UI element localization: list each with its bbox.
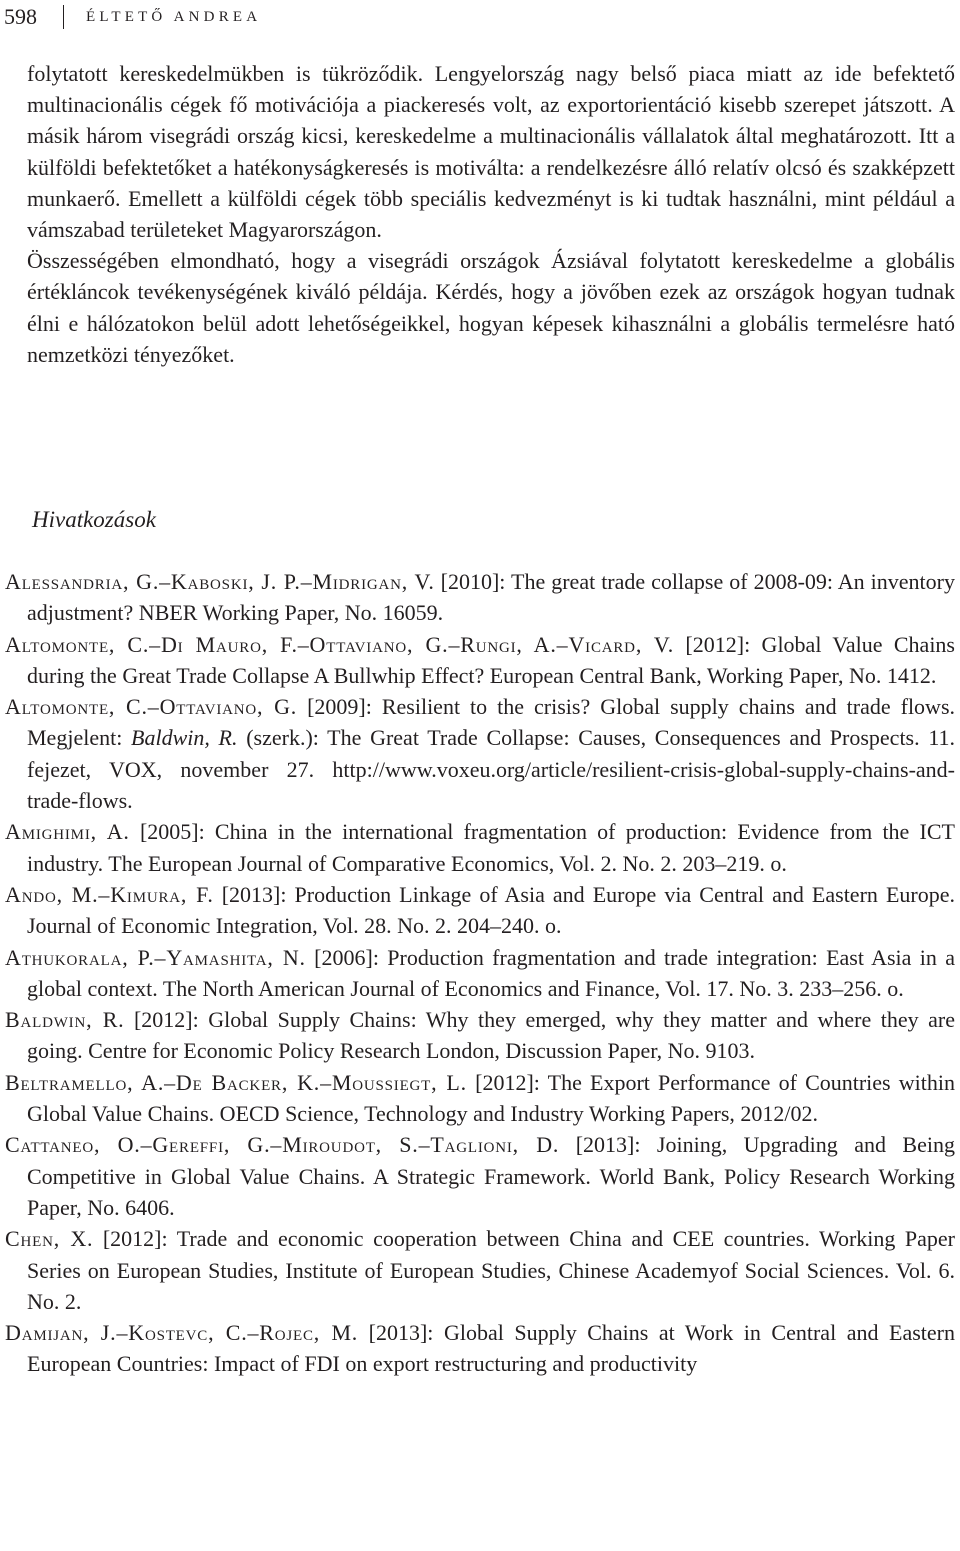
reference-text: [2012]: Trade and economic cooperation between China and CEE countries. Working Paper Series on European Studies, Institute of European Studies, Chinese Academyof Social Sciences. Vol. 6. No. 2. (27, 1226, 955, 1314)
reference-text: [2012]: Global Value Chains during the Great Trade Collapse A Bullwhip Effect? European Central Bank, Working Paper, No. 1412. (27, 631, 955, 688)
reference-item (5, 566, 955, 629)
reference-authors: Cattaneo, O.–Gereffi, G.–Miroudot, S.–Taglioni, D. (5, 1132, 560, 1158)
reference-text: [2013]: Global Supply Chains at Work in Central and Eastern European Countries: Impact of FDI on export restructuring and productivity (27, 1320, 955, 1377)
body-paragraph: folytatott kereskedelmükben is tükröződik. Lengyelország nagy belső piaca miatt az ide befektető multinacionális cégek fő motivációja a piackeresés volt, az exportorientáció kisebb szerepet játszott. A másik három visegrádi ország kicsi, kereskedelme a multinacionális vállalatok által meghatározott. Itt a külföldi befektetőket a hatékonyságkeresés is motiválta: a rendelkezésre álló relatív olcsó és szakképzett munkaerő. Emellett a külföldi cégek több speciális kedvezményt is ki tudtak használni, mint például a vámszabad területeket Magyarországon. (27, 61, 955, 243)
reference-authors: Damijan, J.–Kostevc, C.–Rojec, M. (5, 1320, 359, 1346)
reference-text: [2010]: The great trade collapse of 2008-09: An inventory adjustment? NBER Working Paper, No. 16059. (27, 569, 955, 626)
reference-item (5, 691, 955, 816)
reference-authors: Athukorala, P.–Yamashita, N. (5, 944, 306, 970)
reference-text: [2009]: Resilient to the crisis? Global supply chains and trade flows. Megjelent: (27, 694, 956, 751)
reference-item (5, 629, 955, 692)
running-head-author: ÉLTETŐ ANDREA (86, 9, 262, 25)
reference-authors: Ando, M.–Kimura, F. (5, 881, 214, 907)
reference-text-continued: (szerk.): The Great Trade Collapse: Causes, Consequences and Prospects. 11. fejezet, VOX, november 27. http://www.voxeu.org/article/resilient-crisis-global-supply-chains-and-trade-flows. (27, 725, 956, 814)
body-text (27, 58, 955, 370)
reference-item (5, 879, 955, 942)
reference-text: [2005]: China in the international fragmentation of production: Evidence from the ICT industry. The European Journal of Comparative Economics, Vol. 2. No. 2. 203–219. o. (27, 819, 955, 876)
reference-item (5, 1223, 955, 1317)
reference-item (5, 1317, 955, 1380)
reference-text: [2012]: Global Supply Chains: Why they emerged, why they matter and where they are going. Centre for Economic Policy Research London, Discussion Paper, No. 9103. (27, 1007, 955, 1064)
reference-list (5, 566, 955, 1380)
reference-authors: Altomonte, C.–Di Mauro, F.–Ottaviano, G.–Rungi, A.–Vicard, V. (5, 631, 675, 657)
reference-item (5, 816, 955, 879)
body-paragraph: Összességében elmondható, hogy a visegrádi országok Ázsiával folytatott kereskedelme a globális értékláncok tevékenységének kiváló példája. Kérdés, hogy a jövőben ezek az országok hogyan tudnak élni e hálózatokon belül adott lehetőségeikkel, hogyan képesek kihasználni a globális termelésre ható nemzetközi tényezőket. (27, 248, 955, 367)
reference-text: [2006]: Production fragmentation and trade integration: East Asia in a global context. The North American Journal of Economics and Finance, Vol. 17. No. 3. 233–256. o. (27, 944, 955, 1001)
reference-authors: Amighimi, A. (5, 819, 130, 845)
reference-text: [2012]: The Export Performance of Countries within Global Value Chains. OECD Science, Technology and Industry Working Papers, 2012/02. (27, 1069, 956, 1127)
running-head-divider (63, 5, 64, 29)
reference-item (5, 942, 955, 1005)
reference-item (5, 1067, 955, 1130)
reference-item (5, 1004, 955, 1067)
reference-authors: Chen, X. (5, 1226, 94, 1252)
running-head (4, 2, 261, 32)
reference-authors: Baldwin, R. (5, 1007, 125, 1033)
references-heading: Hivatkozások (32, 507, 156, 532)
reference-text: [2013]: Production Linkage of Asia and Europe via Central and Eastern Europe. Journal of Economic Integration, Vol. 28. No. 2. 204–240. o. (27, 881, 955, 939)
page-number: 598 (4, 4, 37, 29)
reference-authors: Altomonte, C.–Ottaviano, G. (5, 694, 298, 720)
reference-item (5, 1129, 955, 1223)
reference-authors: Beltramello, A.–De Backer, K.–Moussiegt, L. (5, 1069, 467, 1095)
reference-text: [2013]: Joining, Upgrading and Being Competitive in Global Value Chains. A Strategic Framework. World Bank, Policy Research Working Paper, No. 6406. (27, 1132, 955, 1220)
reference-authors: Alessandria, G.–Kaboski, J. P.–Midrigan, V. (5, 569, 435, 594)
reference-editor: Baldwin, R. (131, 725, 238, 751)
